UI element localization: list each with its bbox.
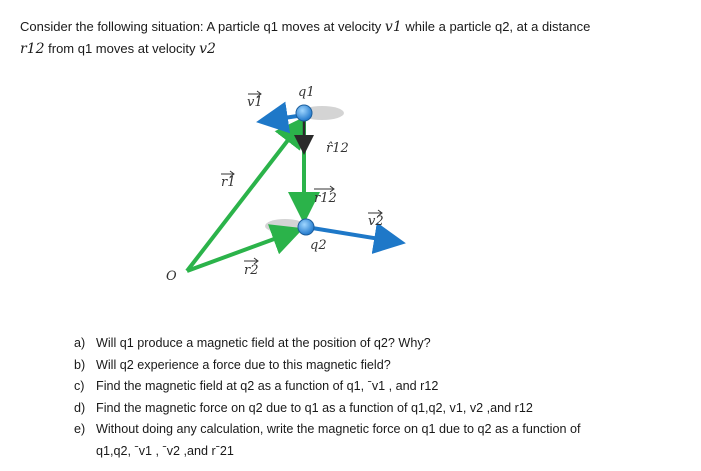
r2-label: r2 — [244, 263, 259, 278]
particle-q1 — [296, 105, 312, 121]
r12-hat-label: r̂12 — [326, 141, 349, 156]
question-list — [74, 333, 684, 462]
r1-label: r1 — [221, 175, 236, 190]
origin-label: O — [166, 269, 177, 284]
question-d: d) Find the magnetic force on q2 due to q1 as a function of q1,q2, v1, v2 ,and r12 — [74, 400, 533, 415]
intro-line-2: r12 from q1 moves at velocity v2 — [20, 41, 216, 57]
question-a: a) Will q1 produce a magnetic field at the position of q2? Why? — [74, 336, 431, 350]
question-e-continued: q1,q2, ˉv1 , ˉv2 ,and rˉ21 — [96, 443, 234, 458]
question-b: b) Will q2 experience a force due to this magnetic field? — [74, 357, 391, 372]
v1-label: v1 — [247, 95, 263, 110]
question-c: c) Find the magnetic field at q2 as a function of q1, ˉv1 , and r12 — [74, 379, 439, 393]
q1-label: q1 — [298, 85, 315, 100]
intro-line-1: Consider the following situation: A particle q1 moves at velocity v1 while a particle q2, at a distance — [20, 19, 591, 35]
v2-label: v2 — [368, 214, 384, 229]
question-e: e) Without doing any calculation, write the magnetic force on q1 due to q2 as a function of — [74, 422, 581, 436]
r12-label: r12 — [314, 191, 337, 206]
q2-label: q2 — [310, 238, 327, 253]
particle-q2 — [298, 219, 314, 235]
